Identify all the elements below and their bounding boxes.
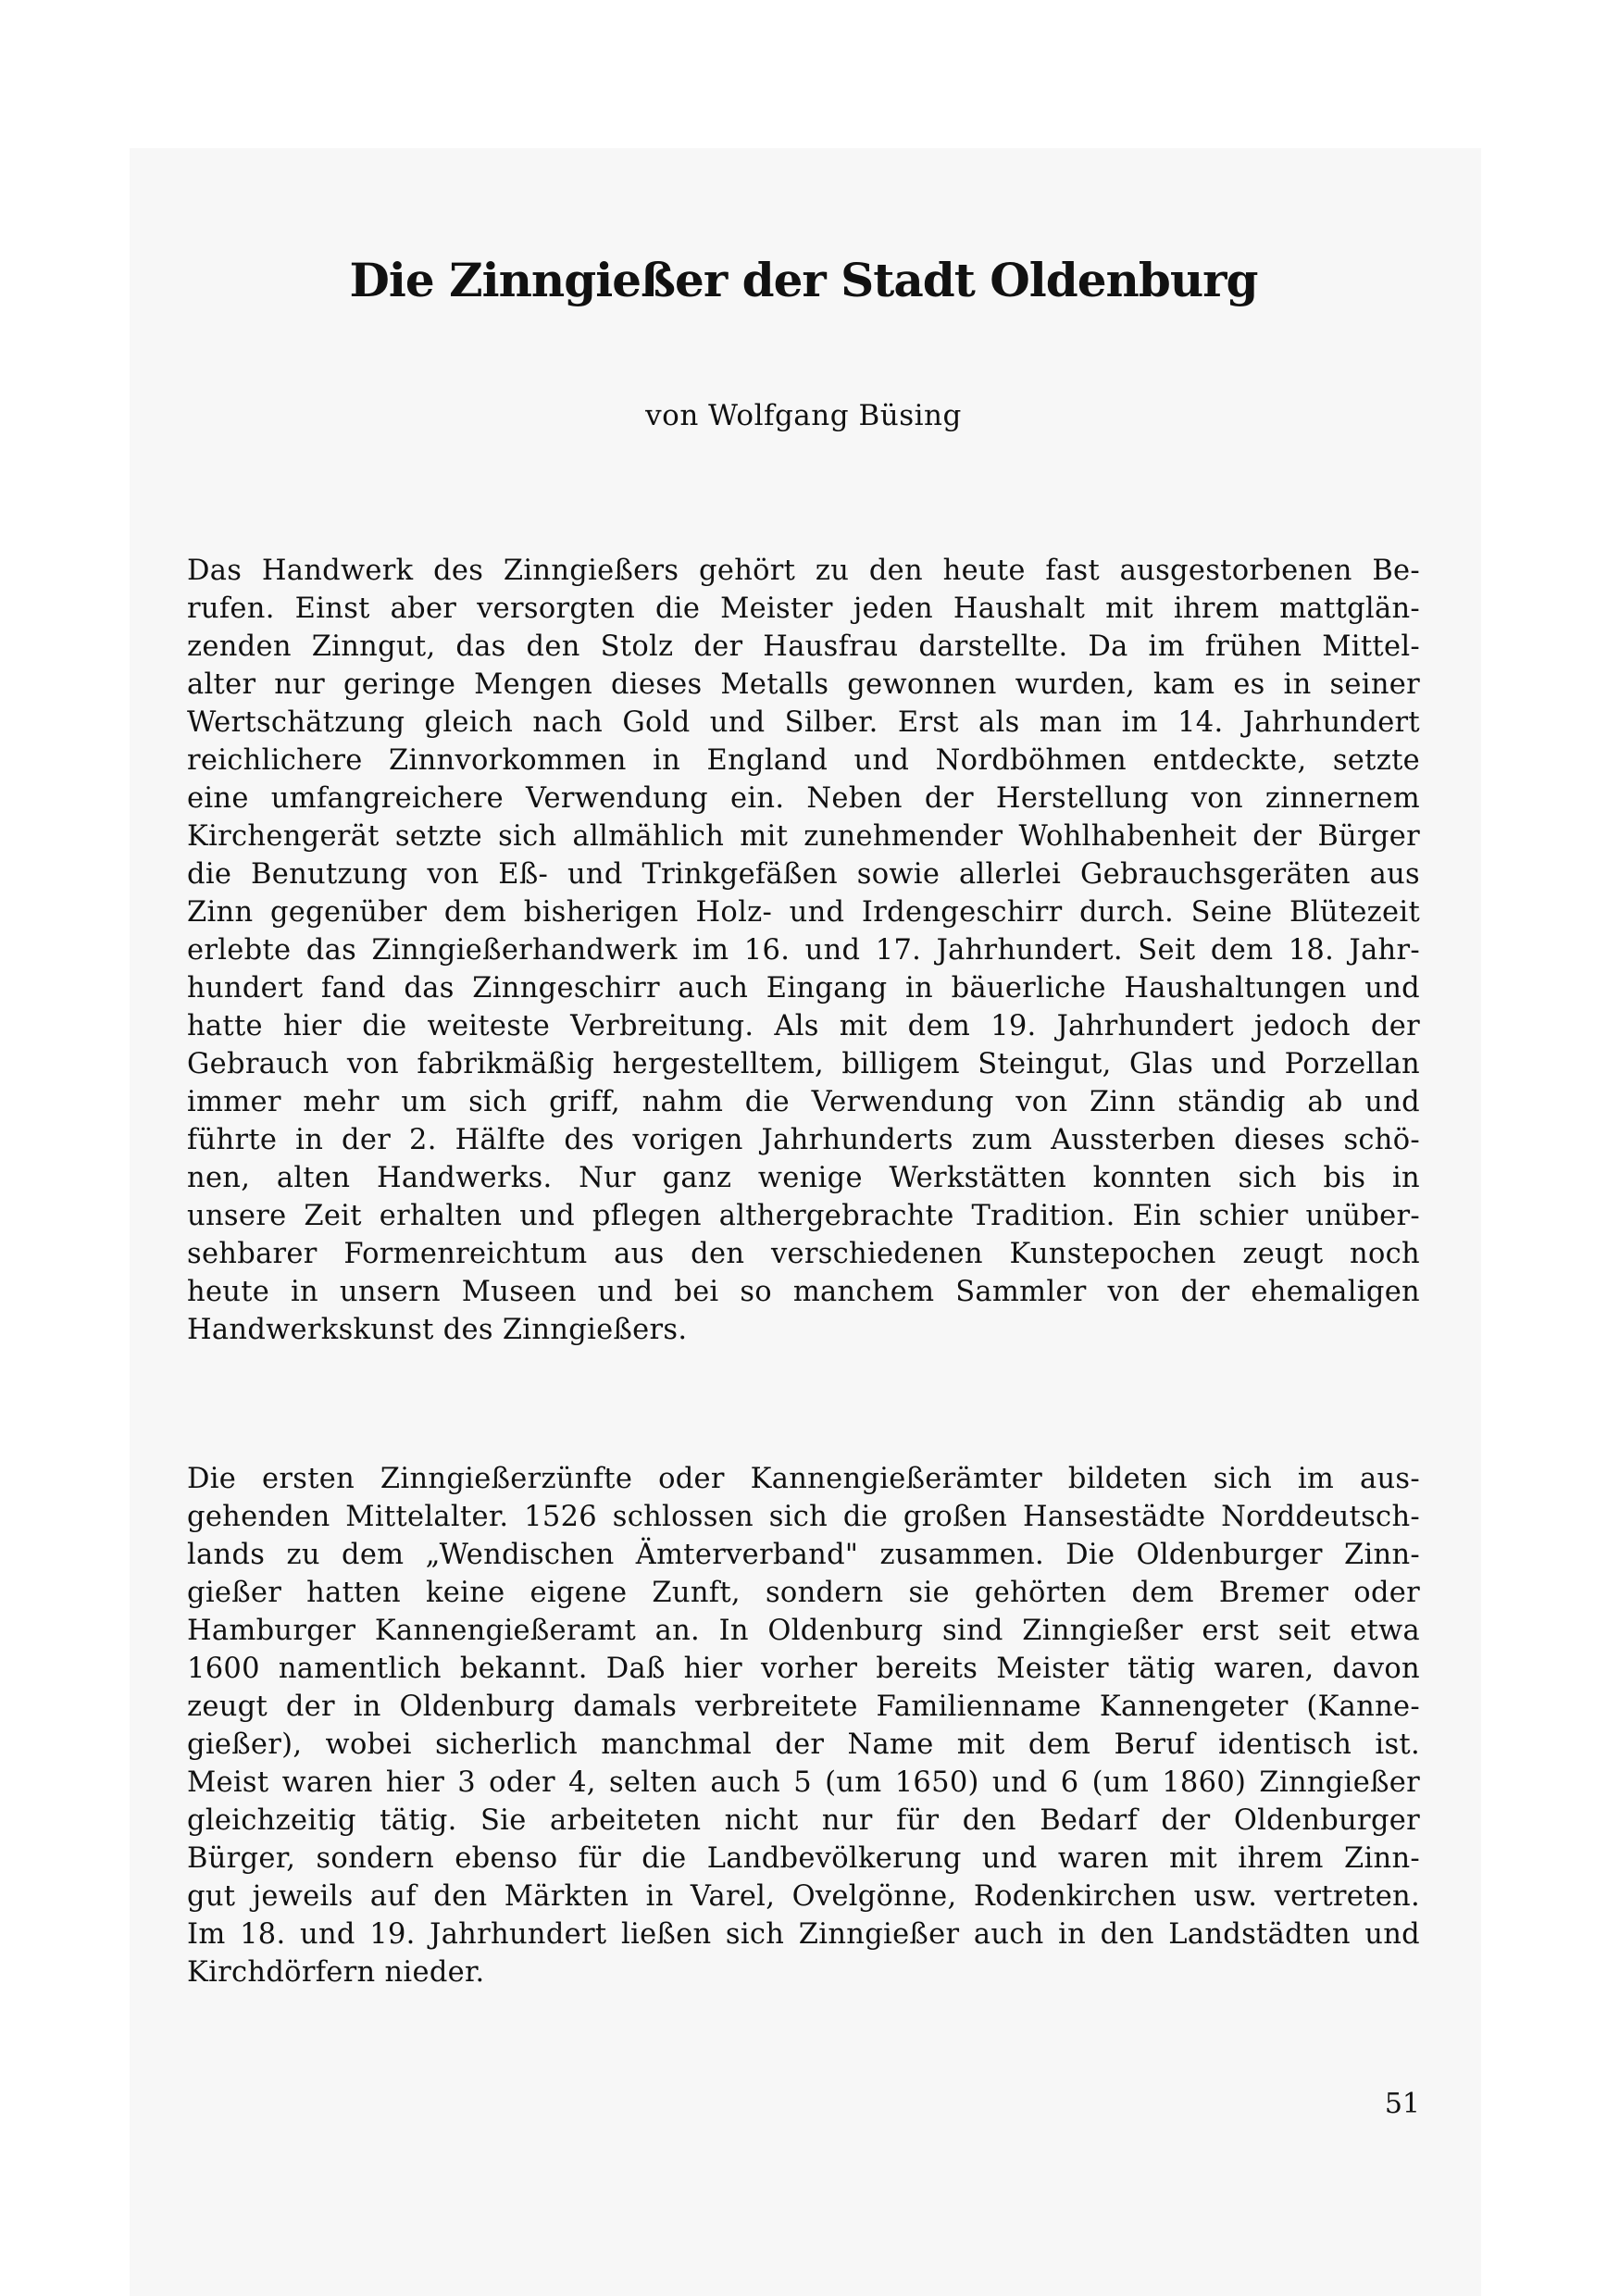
text-line: hundert fand das Zinngeschirr auch Eingang in bäuerliche Haushaltungen und: [187, 972, 1420, 1004]
text-line: erlebte das Zinngießerhandwerk im 16. und 17. Jahrhundert. Seit dem 18. Jahr-: [187, 934, 1420, 967]
text-line: gießer), wobei sicherlich manchmal der Name mit dem Beruf identisch ist.: [187, 1728, 1420, 1761]
article-author: von Wolfgang Büsing: [645, 399, 962, 432]
page-number: 51: [1384, 2088, 1420, 2120]
text-line: immer mehr um sich griff, nahm die Verwendung von Zinn ständig ab und: [187, 1086, 1420, 1118]
text-line: Zinn gegenüber dem bisherigen Holz- und Irdengeschirr durch. Seine Blütezeit: [187, 896, 1420, 929]
text-line: Bürger, sondern ebenso für die Landbevölkerung und waren mit ihrem Zinn-: [187, 1842, 1420, 1875]
text-line: Im 18. und 19. Jahrhundert ließen sich Zinngießer auch in den Landstädten und: [187, 1918, 1420, 1951]
text-line: gießer hatten keine eigene Zunft, sondern sie gehörten dem Bremer oder: [187, 1577, 1420, 1609]
text-line: Kirchdörfern nieder.: [187, 1956, 485, 1989]
text-line: nen, alten Handwerks. Nur ganz wenige Werkstätten konnten sich bis in: [187, 1162, 1420, 1194]
text-line: hatte hier die weiteste Verbreitung. Als mit dem 19. Jahrhundert jedoch der: [187, 1010, 1420, 1042]
text-line: Wertschätzung gleich nach Gold und Silber. Erst als man im 14. Jahrhundert: [187, 706, 1420, 739]
paragraph-1: [187, 552, 1420, 1349]
text-line: führte in der 2. Hälfte des vorigen Jahrhunderts zum Aussterben dieses schö-: [187, 1124, 1420, 1156]
text-line: Die ersten Zinngießerzünfte oder Kannengießerämter bildeten sich im aus-: [187, 1463, 1420, 1495]
text-line: Kirchengerät setzte sich allmählich mit zunehmender Wohlhabenheit der Bürger: [187, 820, 1420, 853]
text-line: Handwerkskunst des Zinngießers.: [187, 1314, 688, 1346]
text-line: unsere Zeit erhalten und pflegen althergebrachte Tradition. Ein schier unüber-: [187, 1200, 1420, 1232]
text-line: gut jeweils auf den Märkten in Varel, Ovelgönne, Rodenkirchen usw. vertreten.: [187, 1880, 1420, 1913]
text-line: Das Handwerk des Zinngießers gehört zu den heute fast ausgestorbenen Be-: [187, 555, 1420, 587]
text-line: eine umfangreichere Verwendung ein. Neben der Herstellung von zinnernem: [187, 782, 1420, 815]
text-line: zenden Zinngut, das den Stolz der Hausfrau darstellte. Da im frühen Mittel-: [187, 630, 1420, 663]
text-line: rufen. Einst aber versorgten die Meister jeden Haushalt mit ihrem mattglän-: [187, 593, 1420, 625]
text-line: 1600 namentlich bekannt. Daß hier vorher bereits Meister tätig waren, davon: [187, 1653, 1420, 1685]
article-title: Die Zinngießer der Stadt Oldenburg: [349, 253, 1258, 307]
text-line: sehbarer Formenreichtum aus den verschiedenen Kunstepochen zeugt noch: [187, 1238, 1420, 1270]
text-line: zeugt der in Oldenburg damals verbreitete Familienname Kannengeter (Kanne-: [187, 1691, 1420, 1723]
text-line: gleichzeitig tätig. Sie arbeiteten nicht nur für den Bedarf der Oldenburger: [187, 1804, 1420, 1837]
text-line: reichlichere Zinnvorkommen in England und Nordböhmen entdeckte, setzte: [187, 744, 1420, 777]
text-line: Gebrauch von fabrikmäßig hergestelltem, billigem Steingut, Glas und Porzellan: [187, 1048, 1420, 1080]
text-line: lands zu dem „Wendischen Ämterverband" zusammen. Die Oldenburger Zinn-: [187, 1539, 1420, 1571]
text-line: die Benutzung von Eß- und Trinkgefäßen sowie allerlei Gebrauchsgeräten aus: [187, 858, 1420, 891]
text-line: Meist waren hier 3 oder 4, selten auch 5 (um 1650) und 6 (um 1860) Zinngießer: [187, 1766, 1420, 1799]
paragraph-2: [187, 1460, 1420, 1991]
text-line: heute in unsern Museen und bei so manchem Sammler von der ehemaligen: [187, 1276, 1420, 1308]
text-line: Hamburger Kannengießeramt an. In Oldenburg sind Zinngießer erst seit etwa: [187, 1615, 1420, 1647]
text-line: alter nur geringe Mengen dieses Metalls gewonnen wurden, kam es in seiner: [187, 668, 1420, 701]
text-line: gehenden Mittelalter. 1526 schlossen sich die großen Hansestädte Norddeutsch-: [187, 1501, 1420, 1533]
